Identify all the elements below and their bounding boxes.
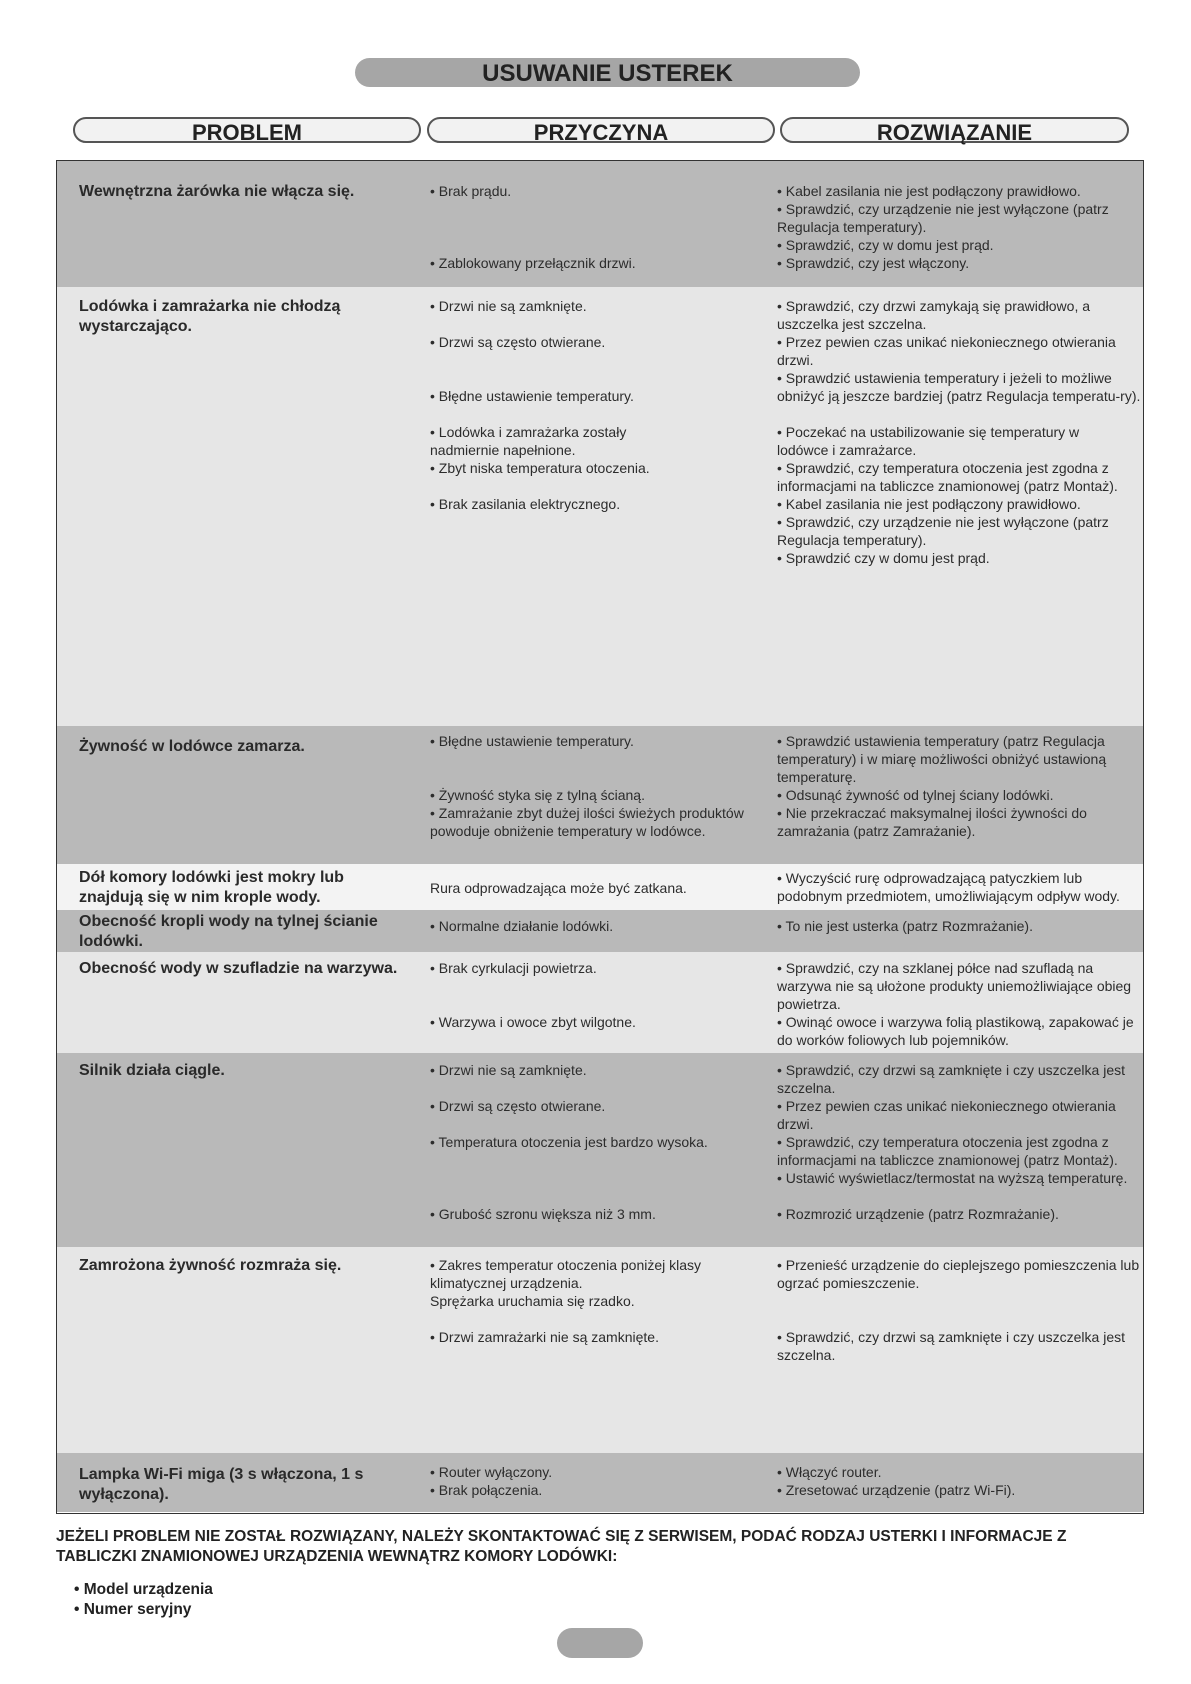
cause-line: • Lodówka i zamrażarka zostały nadmiernie napełnione. xyxy=(430,424,627,459)
solution-line: • Nie przekraczać maksymalnej ilości żywności do zamrażania (patrz Zamrażanie). xyxy=(777,805,1087,840)
table-row xyxy=(57,864,1143,910)
solution-line: • To nie jest usterka (patrz Rozmrażanie). xyxy=(777,918,1033,934)
cause-line: • Drzwi są często otwierane. xyxy=(430,334,606,350)
solution-line: • Sprawdzić, czy drzwi są zamknięte i czy uszczelka jest szczelna. xyxy=(777,1062,1126,1097)
solution-line: • Włączyć router. xyxy=(777,1464,882,1480)
solution-line: • Sprawdzić, czy jest włączony. xyxy=(777,255,970,271)
solution-line: • Sprawdzić czy w domu jest prąd. xyxy=(777,550,990,566)
cause-line: • Brak zasilania elektrycznego. xyxy=(430,496,621,512)
table-row xyxy=(57,161,1143,287)
solution-line: • Przez pewien czas unikać niekoniecznego otwierania drzwi. xyxy=(777,334,1116,369)
solution-line: • Sprawdzić, czy drzwi są zamknięte i czy uszczelka jest szczelna. xyxy=(777,1329,1126,1364)
solution-line: • Przez pewien czas unikać niekoniecznego otwierania drzwi. xyxy=(777,1098,1116,1133)
solution-line: • Sprawdzić ustawienia temperatury i jeżeli to możliwe obniżyć ją jeszcze bardziej (patrz Regulacja temperatu-ry). xyxy=(777,370,1141,405)
solution-line: • Sprawdzić, czy drzwi zamykają się prawidłowo, a uszczelka jest szczelna. xyxy=(777,298,1091,333)
problem-cell: Wewnętrzna żarówka nie włącza się. xyxy=(79,183,355,200)
problem-cell: Obecność wody w szufladzie na warzywa. xyxy=(79,960,398,977)
header-cause: PRZYCZYNA xyxy=(427,117,775,143)
table-row xyxy=(57,910,1143,952)
cause-line: • Zablokowany przełącznik drzwi. xyxy=(430,255,636,271)
solution-line: • Sprawdzić ustawienia temperatury (patrz Regulacja temperatury) i w miarę możliwości obniżyć ustawioną temperaturę. xyxy=(777,733,1107,786)
cause-line: Sprężarka uruchamia się rzadko. xyxy=(430,1293,635,1309)
cause-line: • Błędne ustawienie temperatury. xyxy=(430,388,634,404)
cause-line: • Drzwi zamrażarki nie są zamknięte. xyxy=(430,1329,659,1345)
header-solution: ROZWIĄZANIE xyxy=(780,117,1129,143)
header-problem: PROBLEM xyxy=(73,117,421,143)
solution-line: • Zresetować urządzenie (patrz Wi-Fi). xyxy=(777,1482,1016,1498)
table-row xyxy=(57,287,1143,726)
troubleshooting-table xyxy=(56,160,1144,1514)
problem-cell: Lodówka i zamrażarka nie chłodzą wystarczająco. xyxy=(79,298,341,335)
solution-line: • Owinąć owoce i warzywa folią plastikową, zapakować je do worków foliowych lub pojemników. xyxy=(777,1014,1134,1049)
cause-line: Rura odprowadzająca może być zatkana. xyxy=(430,880,687,896)
cause-line: • Router wyłączony. xyxy=(430,1464,553,1480)
list-item: • Numer seryjny xyxy=(74,1600,213,1620)
problem-cell: Lampka Wi-Fi miga (3 s włączona, 1 s wyłączona). xyxy=(79,1466,364,1503)
service-notice: JEŻELI PROBLEM NIE ZOSTAŁ ROZWIĄZANY, NALEŻY SKONTAKTOWAĆ SIĘ Z SERWISEM, PODAĆ RODZAJ USTERKI I INFORMACJE Z TABLICZKI ZNAMIONOWEJ URZĄDZENIA WEWNĄTRZ KOMORY LODÓWKI: xyxy=(56,1528,1067,1565)
table-row xyxy=(57,1453,1143,1512)
cause-line: • Żywność styka się z tylną ścianą. xyxy=(430,787,645,803)
cause-line: • Zbyt niska temperatura otoczenia. xyxy=(430,460,650,476)
solution-line: • Sprawdzić, czy urządzenie nie jest wyłączone (patrz Regulacja temperatury). xyxy=(777,201,1109,236)
problem-cell: Zamrożona żywność rozmraża się. xyxy=(79,1257,342,1274)
solution-line: • Wyczyścić rurę odprowadzającą patyczkiem lub podobnym przedmiotem, umożliwiającym odpływ wody. xyxy=(777,870,1120,905)
solution-line: • Sprawdzić, czy temperatura otoczenia jest zgodna z informacjami na tabliczce znamionowej (patrz Montaż). xyxy=(777,1134,1118,1169)
page-title: USUWANIE USTEREK xyxy=(355,58,860,87)
cause-line: • Błędne ustawienie temperatury. xyxy=(430,733,634,749)
cause-line: • Zakres temperatur otoczenia poniżej klasy klimatycznej urządzenia. xyxy=(430,1257,702,1292)
solution-line: • Odsunąć żywność od tylnej ściany lodówki. xyxy=(777,787,1054,803)
solution-line: • Kabel zasilania nie jest podłączony prawidłowo. xyxy=(777,496,1081,512)
service-info-list xyxy=(74,1580,213,1619)
solution-line: • Sprawdzić, czy urządzenie nie jest wyłączone (patrz Regulacja temperatury). xyxy=(777,514,1109,549)
solution-line: • Rozmrozić urządzenie (patrz Rozmrażanie). xyxy=(777,1206,1059,1222)
cause-line: • Drzwi nie są zamknięte. xyxy=(430,1062,587,1078)
solution-line: • Kabel zasilania nie jest podłączony prawidłowo. xyxy=(777,183,1081,199)
cause-line: • Brak połączenia. xyxy=(430,1482,543,1498)
problem-cell: Silnik działa ciągle. xyxy=(79,1062,225,1079)
problem-cell: Żywność w lodówce zamarza. xyxy=(79,738,305,755)
cause-line: • Brak prądu. xyxy=(430,183,512,199)
cause-line: • Grubość szronu większa niż 3 mm. xyxy=(430,1206,656,1222)
solution-line: • Sprawdzić, czy w domu jest prąd. xyxy=(777,237,994,253)
table-row xyxy=(57,726,1143,864)
cause-line: • Drzwi nie są zamknięte. xyxy=(430,298,587,314)
cause-line: • Normalne działanie lodówki. xyxy=(430,918,614,934)
table-row xyxy=(57,952,1143,1053)
problem-cell: Obecność kropli wody na tylnej ścianie lodówki. xyxy=(79,913,378,950)
solution-line: • Poczekać na ustabilizowanie się temperatury w lodówce i zamrażarce. xyxy=(777,424,1080,459)
problem-cell: Dół komory lodówki jest mokry lub znajdują się w nim krople wody. xyxy=(79,869,344,906)
table-row xyxy=(57,1053,1143,1247)
list-item: • Model urządzenia xyxy=(74,1580,213,1600)
solution-line: • Ustawić wyświetlacz/termostat na wyższą temperaturę. xyxy=(777,1170,1128,1186)
cause-line: • Zamrażanie zbyt dużej ilości świeżych produktów powoduje obniżenie temperatury w lodówce. xyxy=(430,805,744,840)
cause-line: • Warzywa i owoce zbyt wilgotne. xyxy=(430,1014,636,1030)
page-number-tab xyxy=(557,1628,643,1658)
table-row xyxy=(57,1247,1143,1453)
solution-line: • Przenieść urządzenie do cieplejszego pomieszczenia lub ogrzać pomieszczenie. xyxy=(777,1257,1140,1292)
solution-line: • Sprawdzić, czy temperatura otoczenia jest zgodna z informacjami na tabliczce znamionowej (patrz Montaż). xyxy=(777,460,1118,495)
cause-line: • Brak cyrkulacji powietrza. xyxy=(430,960,597,976)
solution-line: • Sprawdzić, czy na szklanej półce nad szufladą na warzywa nie są ułożone produkty uniemożliwiające obieg powietrza. xyxy=(777,960,1132,1013)
cause-line: • Temperatura otoczenia jest bardzo wysoka. xyxy=(430,1134,708,1150)
cause-line: • Drzwi są często otwierane. xyxy=(430,1098,606,1114)
